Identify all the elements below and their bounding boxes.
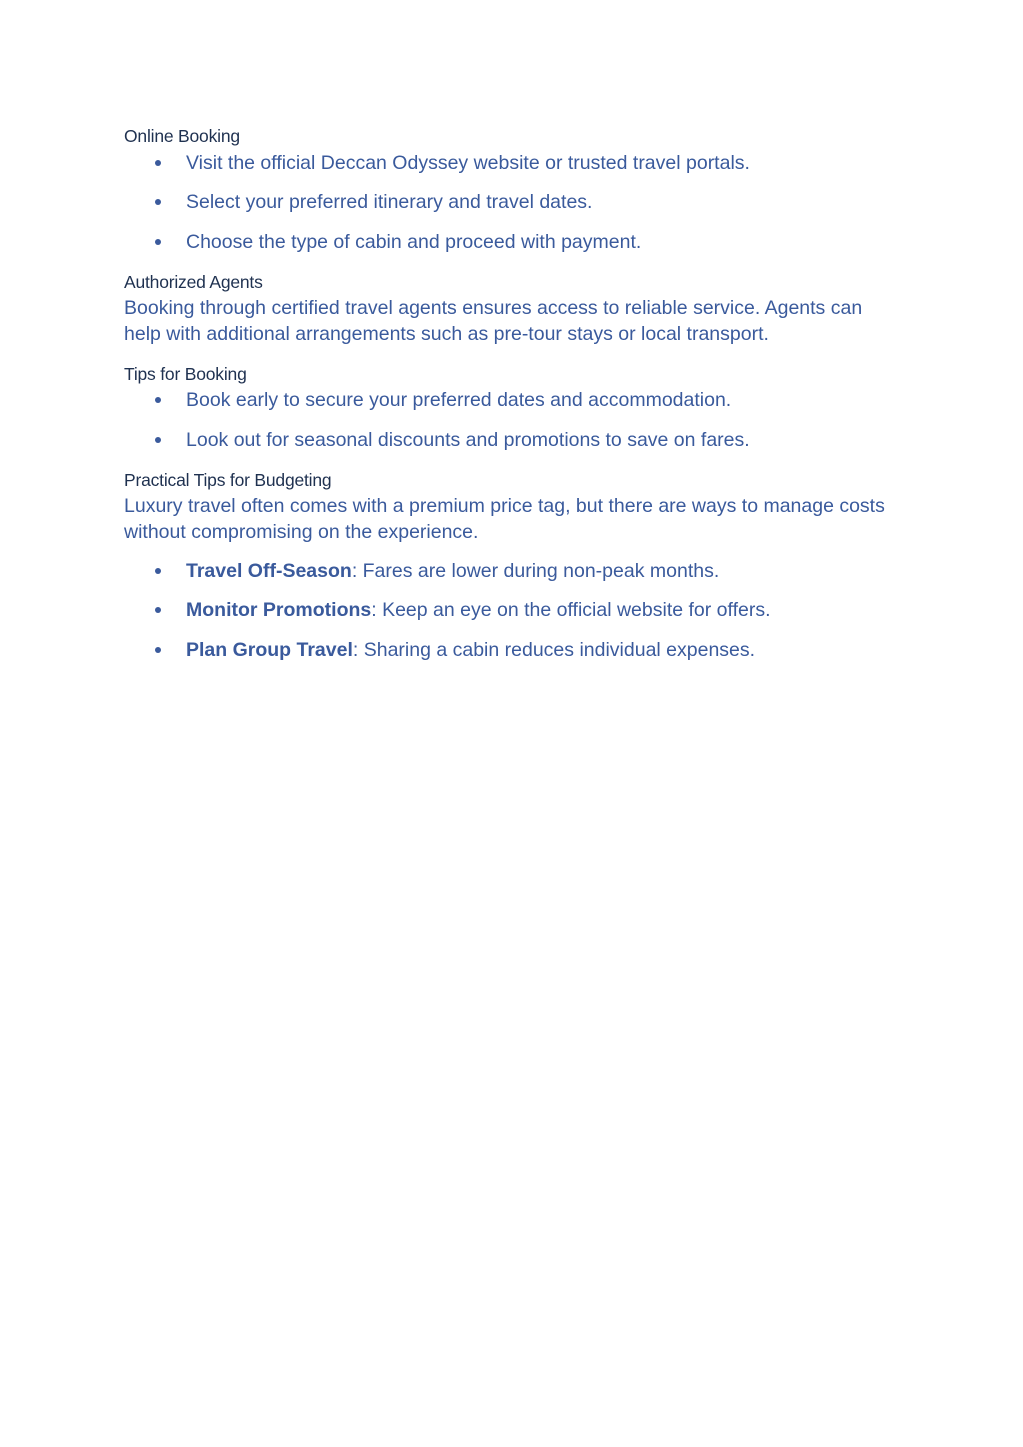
authorized-agents-heading: Authorized Agents [124,272,263,292]
list-item-text: Book early to secure your preferred dates and accommodation. [186,389,732,411]
list-item-description: : Keep an eye on the official website for offers. [371,599,771,621]
list-item-text [186,637,755,663]
tips-for-booking-heading: Tips for Booking [124,364,247,384]
authorized-agents-paragraph: Booking through certified travel agents ensures access to reliable service. Agents can help with additional arrangements such as pre-tour stays or local transport. [124,297,863,345]
list-item-text [186,558,719,584]
bullet-icon [155,397,161,403]
list-item-text: Choose the type of cabin and proceed with payment. [186,231,642,253]
bullet-icon [155,568,161,574]
list-item-description: : Sharing a cabin reduces individual expenses. [352,639,756,661]
online-booking-heading: Online Booking [124,126,240,146]
list-item-text: Look out for seasonal discounts and promotions to save on fares. [186,429,750,451]
list-item-description: : Fares are lower during non-peak months. [351,560,720,582]
budgeting-heading: Practical Tips for Budgeting [124,470,332,490]
bullet-icon [155,199,161,205]
budgeting-paragraph: Luxury travel often comes with a premium price tag, but there are ways to manage costs without compromising on the experience. [124,495,885,543]
list-item-term: Travel Off-Season [186,560,352,582]
bullet-icon [155,239,161,245]
bullet-icon [155,647,161,653]
list-item-text [186,597,771,623]
list-item-text: Visit the official Deccan Odyssey website or trusted travel portals. [186,152,750,174]
bullet-icon [155,160,161,166]
list-item-text: Select your preferred itinerary and travel dates. [186,191,593,213]
bullet-icon [155,607,161,613]
list-item-term: Plan Group Travel [186,639,353,661]
bullet-icon [155,437,161,443]
list-item-term: Monitor Promotions [186,599,372,621]
